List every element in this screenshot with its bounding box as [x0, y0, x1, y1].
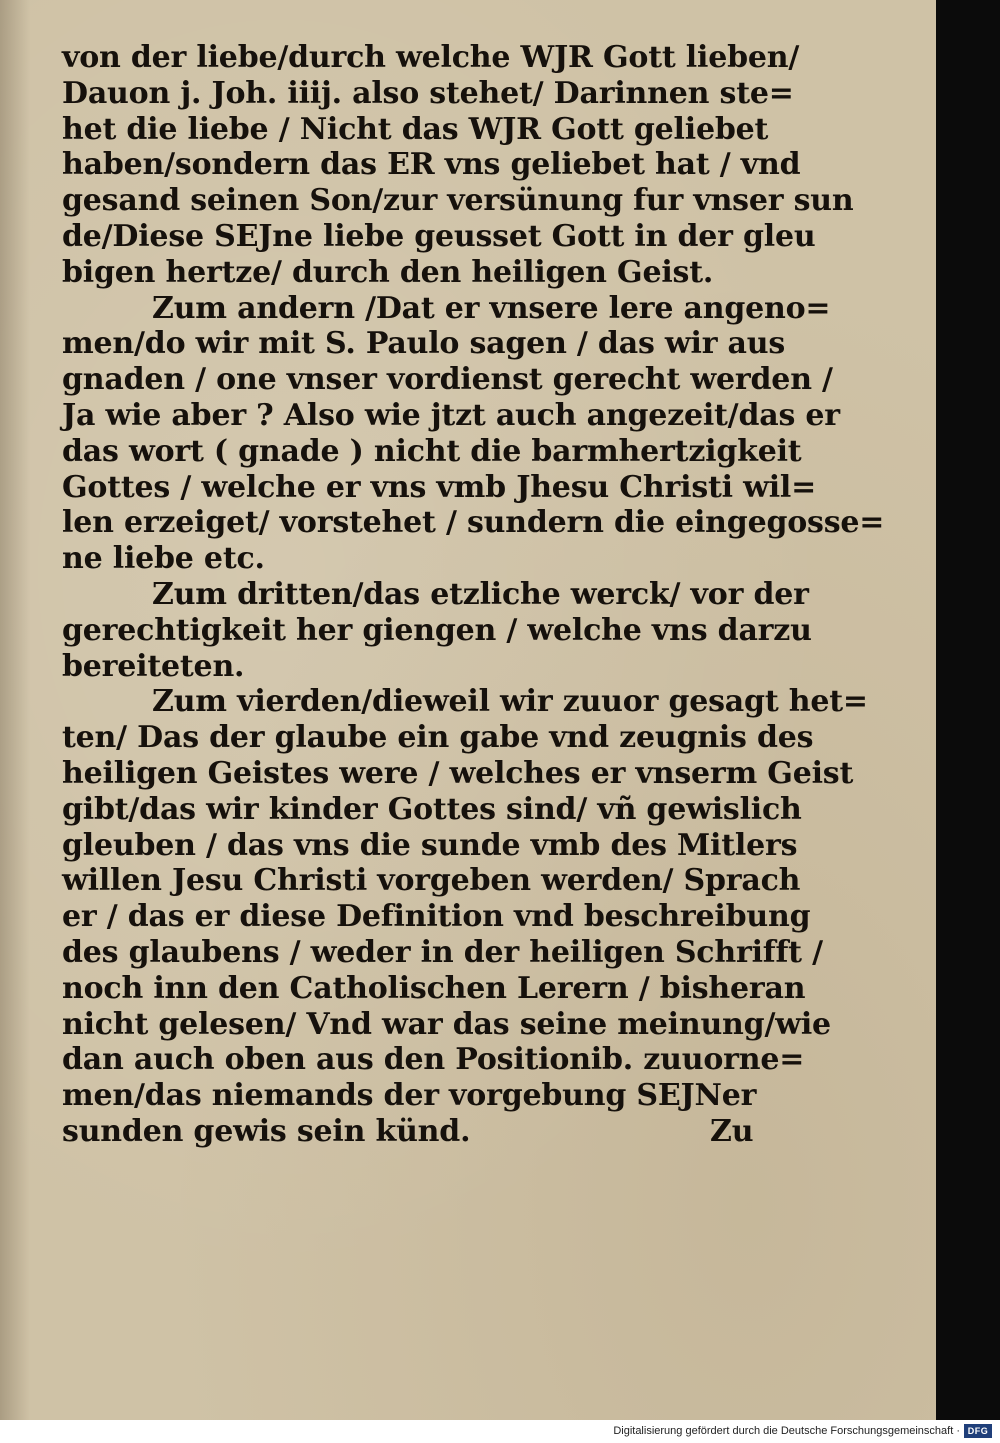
- text-line: willen Jesu Christi vorgeben werden/ Sprach: [62, 863, 801, 899]
- text-line: gerechtigkeit her giengen / welche vns darzu: [62, 612, 812, 648]
- text-line: Ja wie aber ? Also wie jtzt auch angezeit/das er: [62, 397, 840, 433]
- text-line: er / das er diese Definition vnd beschreibung: [62, 899, 811, 935]
- text-line: bigen hertze/ durch den heiligen Geist.: [62, 254, 714, 290]
- text-line: gnaden / one vnser vordienst gerecht werden /: [62, 362, 833, 398]
- text-line: noch inn den Catholischen Lerern / bisheran: [62, 970, 806, 1006]
- last-line-text: sunden gewis sein künd.: [62, 1113, 471, 1149]
- text-line: men/do wir mit S. Paulo sagen / das wir aus: [62, 326, 786, 362]
- text-line: Zum vierden/dieweil wir zuuor gesagt het=: [152, 684, 868, 720]
- text-line: gleuben / das vns die sunde vmb des Mitlers: [62, 827, 798, 863]
- text-line: Dauon j. Joh. iiij. also stehet/ Darinnen ste=: [62, 75, 794, 111]
- text-line: Gottes / welche er vns vmb Jhesu Christi wil=: [62, 469, 817, 505]
- last-text-line: [62, 1114, 782, 1150]
- text-line: men/das niemands der vorgebung SEJNer: [62, 1078, 757, 1114]
- text-line: des glaubens / weder in der heiligen Schrifft /: [62, 934, 823, 970]
- funding-credit: Digitalisierung gefördert durch die Deutsche Forschungsgemeinschaft ·: [613, 1425, 960, 1437]
- text-line: von der liebe/durch welche WJR Gott lieben/: [62, 40, 800, 75]
- text-line: het die liebe / Nicht das WJR Gott geliebet: [62, 111, 769, 147]
- catchword: Zu: [710, 1113, 754, 1149]
- text-line: ten/ Das der glaube ein gabe vnd zeugnis des: [62, 720, 814, 756]
- text-line: gesand seinen Son/zur versünung fur vnser sun: [62, 183, 854, 219]
- text-line: Zum andern /Dat er vnsere lere angeno=: [152, 290, 831, 326]
- text-line: Zum dritten/das etzliche werck/ vor der: [152, 576, 809, 612]
- text-line: das wort ( gnade ) nicht die barmhertzigkeit: [62, 433, 802, 469]
- text-line: bereiteten.: [62, 648, 245, 684]
- gutter-shadow: [0, 0, 30, 1420]
- text-line: len erzeiget/ vorstehet / sundern die eingegosse=: [62, 505, 885, 541]
- text-line: nicht gelesen/ Vnd war das seine meinung/wie: [62, 1006, 831, 1042]
- text-line: ne liebe etc.: [62, 541, 265, 577]
- text-line: gibt/das wir kinder Gottes sind/ vñ gewislich: [62, 791, 802, 827]
- text-line: de/Diese SEJne liebe geusset Gott in der gleu: [62, 218, 816, 254]
- text-line: dan auch oben aus den Positionib. zuuorne=: [62, 1042, 805, 1078]
- page-text: [62, 40, 885, 1150]
- text-line: haben/sondern das ER vns geliebet hat / vnd: [62, 147, 801, 183]
- dfg-logo: DFG: [964, 1424, 992, 1438]
- text-line: heiligen Geistes were / welches er vnserm Geist: [62, 755, 854, 791]
